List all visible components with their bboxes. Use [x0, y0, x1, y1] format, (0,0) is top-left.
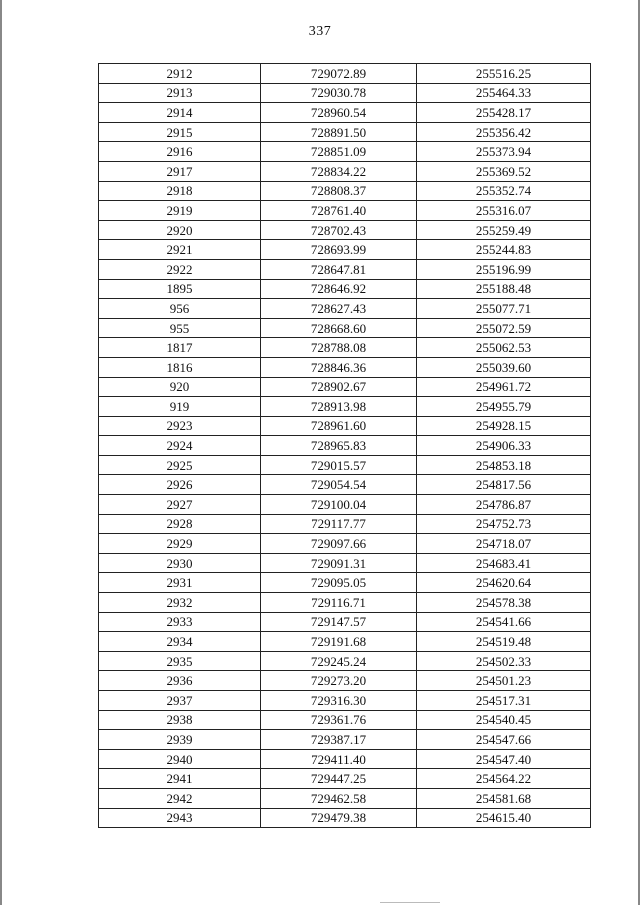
x-coordinate-cell: 728965.83 — [261, 436, 417, 456]
point-number-cell: 2925 — [99, 455, 261, 475]
scan-left-edge — [0, 0, 2, 905]
y-coordinate-cell: 254906.33 — [417, 436, 591, 456]
y-coordinate-cell: 254578.38 — [417, 593, 591, 613]
x-coordinate-cell: 729245.24 — [261, 651, 417, 671]
table-row — [99, 181, 591, 201]
table-row — [99, 455, 591, 475]
x-coordinate-cell: 729387.17 — [261, 730, 417, 750]
point-number-cell: 2915 — [99, 122, 261, 142]
point-number-cell: 2924 — [99, 436, 261, 456]
table-row — [99, 122, 591, 142]
x-coordinate-cell: 728961.60 — [261, 416, 417, 436]
y-coordinate-cell: 254961.72 — [417, 377, 591, 397]
table-row — [99, 808, 591, 828]
y-coordinate-cell: 255373.94 — [417, 142, 591, 162]
table-row — [99, 436, 591, 456]
y-coordinate-cell: 255428.17 — [417, 103, 591, 123]
table-row — [99, 691, 591, 711]
point-number-cell: 2931 — [99, 573, 261, 593]
point-number-cell: 2914 — [99, 103, 261, 123]
x-coordinate-cell: 729191.68 — [261, 632, 417, 652]
y-coordinate-cell: 254501.23 — [417, 671, 591, 691]
x-coordinate-cell: 729147.57 — [261, 612, 417, 632]
x-coordinate-cell: 729462.58 — [261, 788, 417, 808]
y-coordinate-cell: 254817.56 — [417, 475, 591, 495]
table-row — [99, 495, 591, 515]
point-number-cell: 956 — [99, 299, 261, 319]
point-number-cell: 2928 — [99, 514, 261, 534]
x-coordinate-cell: 729015.57 — [261, 455, 417, 475]
x-coordinate-cell: 728834.22 — [261, 161, 417, 181]
point-number-cell: 2930 — [99, 553, 261, 573]
x-coordinate-cell: 728846.36 — [261, 357, 417, 377]
point-number-cell: 2919 — [99, 201, 261, 221]
y-coordinate-cell: 254752.73 — [417, 514, 591, 534]
table-row — [99, 671, 591, 691]
x-coordinate-cell: 729447.25 — [261, 769, 417, 789]
point-number-cell: 2927 — [99, 495, 261, 515]
point-number-cell: 2913 — [99, 83, 261, 103]
y-coordinate-cell: 255464.33 — [417, 83, 591, 103]
point-number-cell: 2942 — [99, 788, 261, 808]
y-coordinate-cell: 254519.48 — [417, 632, 591, 652]
x-coordinate-cell: 729100.04 — [261, 495, 417, 515]
table-row — [99, 201, 591, 221]
table-row — [99, 377, 591, 397]
point-number-cell: 2935 — [99, 651, 261, 671]
x-coordinate-cell: 728960.54 — [261, 103, 417, 123]
x-coordinate-cell: 728851.09 — [261, 142, 417, 162]
y-coordinate-cell: 255188.48 — [417, 279, 591, 299]
table-row — [99, 612, 591, 632]
table-row — [99, 299, 591, 319]
x-coordinate-cell: 728913.98 — [261, 397, 417, 417]
coordinates-table-body — [99, 64, 591, 828]
x-coordinate-cell: 729273.20 — [261, 671, 417, 691]
table-row — [99, 573, 591, 593]
y-coordinate-cell: 255039.60 — [417, 357, 591, 377]
y-coordinate-cell: 254517.31 — [417, 691, 591, 711]
point-number-cell: 2916 — [99, 142, 261, 162]
y-coordinate-cell: 255072.59 — [417, 318, 591, 338]
point-number-cell: 2912 — [99, 64, 261, 84]
x-coordinate-cell: 728647.81 — [261, 259, 417, 279]
x-coordinate-cell: 728668.60 — [261, 318, 417, 338]
y-coordinate-cell: 254620.64 — [417, 573, 591, 593]
x-coordinate-cell: 729097.66 — [261, 534, 417, 554]
table-row — [99, 259, 591, 279]
page-number: 337 — [308, 24, 332, 39]
y-coordinate-cell: 255077.71 — [417, 299, 591, 319]
x-coordinate-cell: 728761.40 — [261, 201, 417, 221]
y-coordinate-cell: 255369.52 — [417, 161, 591, 181]
table-row — [99, 749, 591, 769]
x-coordinate-cell: 729479.38 — [261, 808, 417, 828]
table-row — [99, 318, 591, 338]
table-row — [99, 279, 591, 299]
table-row — [99, 651, 591, 671]
x-coordinate-cell: 728808.37 — [261, 181, 417, 201]
point-number-cell: 1816 — [99, 357, 261, 377]
point-number-cell: 2932 — [99, 593, 261, 613]
y-coordinate-cell: 255356.42 — [417, 122, 591, 142]
point-number-cell: 2943 — [99, 808, 261, 828]
x-coordinate-cell: 729316.30 — [261, 691, 417, 711]
point-number-cell: 2929 — [99, 534, 261, 554]
coordinates-table — [98, 63, 591, 828]
table-row — [99, 514, 591, 534]
table-row — [99, 710, 591, 730]
point-number-cell: 2937 — [99, 691, 261, 711]
table-row — [99, 534, 591, 554]
x-coordinate-cell: 728646.92 — [261, 279, 417, 299]
point-number-cell: 955 — [99, 318, 261, 338]
point-number-cell: 1895 — [99, 279, 261, 299]
x-coordinate-cell: 729054.54 — [261, 475, 417, 495]
point-number-cell: 919 — [99, 397, 261, 417]
table-row — [99, 64, 591, 84]
table-row — [99, 338, 591, 358]
table-row — [99, 240, 591, 260]
y-coordinate-cell: 255352.74 — [417, 181, 591, 201]
y-coordinate-cell: 254786.87 — [417, 495, 591, 515]
table-row — [99, 161, 591, 181]
point-number-cell: 2918 — [99, 181, 261, 201]
point-number-cell: 2923 — [99, 416, 261, 436]
point-number-cell: 1817 — [99, 338, 261, 358]
x-coordinate-cell: 729030.78 — [261, 83, 417, 103]
table-row — [99, 416, 591, 436]
y-coordinate-cell: 254547.66 — [417, 730, 591, 750]
y-coordinate-cell: 255244.83 — [417, 240, 591, 260]
point-number-cell: 2938 — [99, 710, 261, 730]
x-coordinate-cell: 729072.89 — [261, 64, 417, 84]
table-row — [99, 788, 591, 808]
y-coordinate-cell: 254718.07 — [417, 534, 591, 554]
x-coordinate-cell: 728788.08 — [261, 338, 417, 358]
y-coordinate-cell: 255316.07 — [417, 201, 591, 221]
point-number-cell: 2917 — [99, 161, 261, 181]
point-number-cell: 2933 — [99, 612, 261, 632]
table-row — [99, 553, 591, 573]
y-coordinate-cell: 254547.40 — [417, 749, 591, 769]
y-coordinate-cell: 254564.22 — [417, 769, 591, 789]
y-coordinate-cell: 255062.53 — [417, 338, 591, 358]
x-coordinate-cell: 728693.99 — [261, 240, 417, 260]
x-coordinate-cell: 729361.76 — [261, 710, 417, 730]
point-number-cell: 2934 — [99, 632, 261, 652]
x-coordinate-cell: 729091.31 — [261, 553, 417, 573]
x-coordinate-cell: 729095.05 — [261, 573, 417, 593]
point-number-cell: 2926 — [99, 475, 261, 495]
x-coordinate-cell: 729117.77 — [261, 514, 417, 534]
y-coordinate-cell: 254955.79 — [417, 397, 591, 417]
scan-footer-mark — [380, 902, 440, 903]
y-coordinate-cell: 255516.25 — [417, 64, 591, 84]
point-number-cell: 2941 — [99, 769, 261, 789]
table-row — [99, 397, 591, 417]
x-coordinate-cell: 728891.50 — [261, 122, 417, 142]
x-coordinate-cell: 728627.43 — [261, 299, 417, 319]
table-row — [99, 730, 591, 750]
table-row — [99, 220, 591, 240]
y-coordinate-cell: 255196.99 — [417, 259, 591, 279]
y-coordinate-cell: 254581.68 — [417, 788, 591, 808]
point-number-cell: 2940 — [99, 749, 261, 769]
y-coordinate-cell: 254853.18 — [417, 455, 591, 475]
x-coordinate-cell: 729411.40 — [261, 749, 417, 769]
point-number-cell: 2920 — [99, 220, 261, 240]
y-coordinate-cell: 255259.49 — [417, 220, 591, 240]
table-row — [99, 83, 591, 103]
table-row — [99, 632, 591, 652]
point-number-cell: 2939 — [99, 730, 261, 750]
y-coordinate-cell: 254615.40 — [417, 808, 591, 828]
y-coordinate-cell: 254928.15 — [417, 416, 591, 436]
y-coordinate-cell: 254683.41 — [417, 553, 591, 573]
table-row — [99, 593, 591, 613]
point-number-cell: 2922 — [99, 259, 261, 279]
point-number-cell: 2936 — [99, 671, 261, 691]
x-coordinate-cell: 728702.43 — [261, 220, 417, 240]
table-row — [99, 357, 591, 377]
y-coordinate-cell: 254541.66 — [417, 612, 591, 632]
point-number-cell: 920 — [99, 377, 261, 397]
x-coordinate-cell: 728902.67 — [261, 377, 417, 397]
table-row — [99, 142, 591, 162]
y-coordinate-cell: 254502.33 — [417, 651, 591, 671]
table-row — [99, 103, 591, 123]
table-row — [99, 475, 591, 495]
y-coordinate-cell: 254540.45 — [417, 710, 591, 730]
table-row — [99, 769, 591, 789]
x-coordinate-cell: 729116.71 — [261, 593, 417, 613]
point-number-cell: 2921 — [99, 240, 261, 260]
